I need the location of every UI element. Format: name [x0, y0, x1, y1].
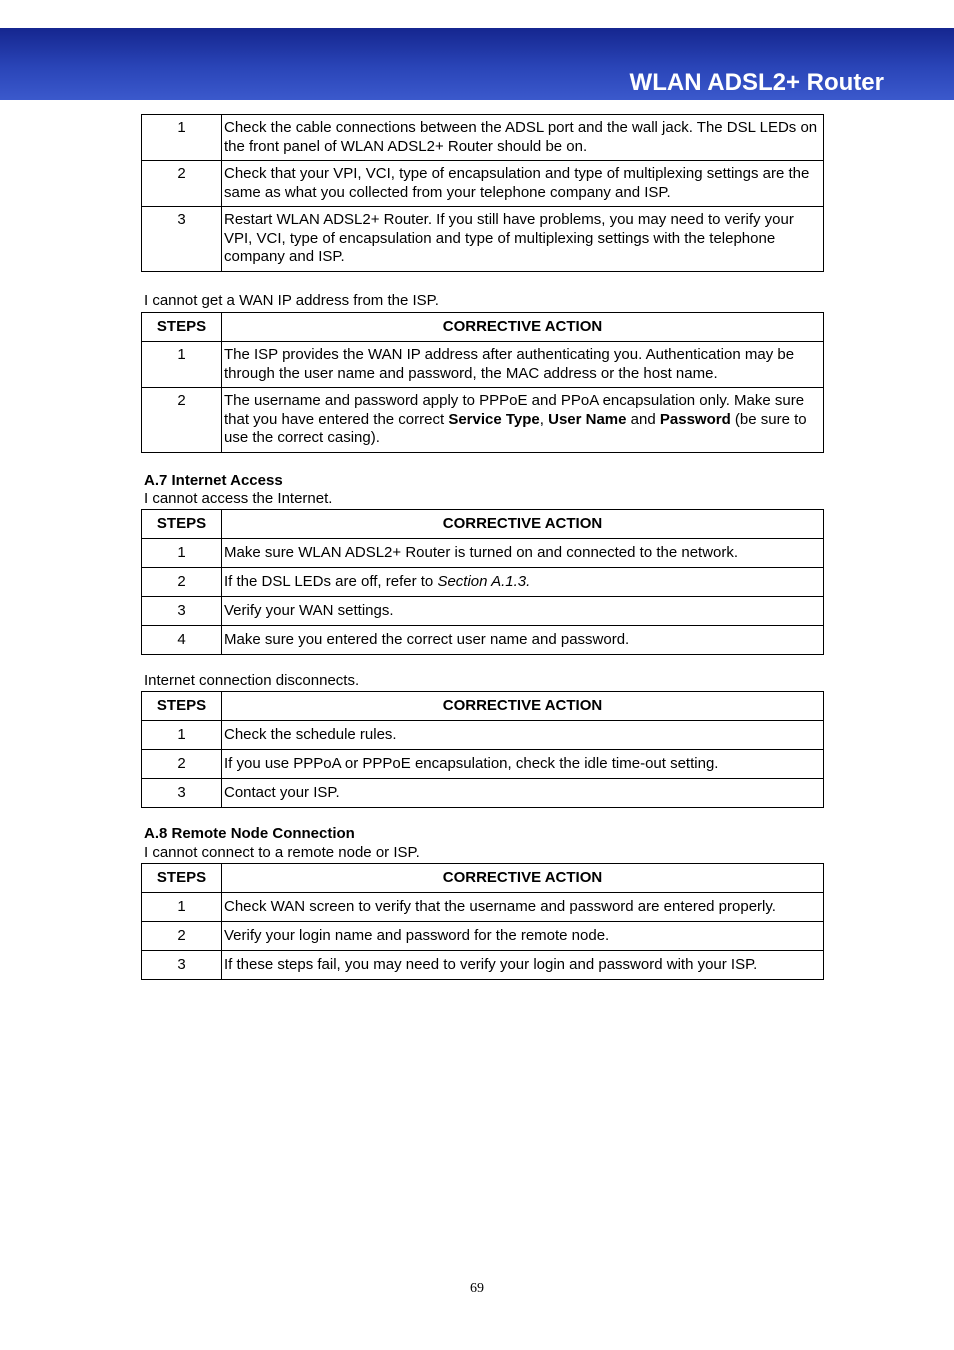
action-text: Make sure you entered the correct user name and password. [222, 626, 824, 655]
steps-header: STEPS [142, 864, 222, 893]
step-number: 2 [142, 568, 222, 597]
remote-node-table-wrap [141, 863, 823, 980]
action-text: The ISP provides the WAN IP address after authenticating you. Authentication may be through the user name and password, the MAC address or the host name. [222, 342, 824, 388]
user-name-term: User Name [548, 410, 627, 428]
service-type-term: Service Type [448, 410, 540, 428]
header-banner [0, 28, 954, 100]
table-header-row [142, 510, 824, 539]
corrective-action-header: CORRECTIVE ACTION [222, 510, 824, 539]
action-text: Check the cable connections between the ADSL port and the wall jack. The DSL LEDs on the front panel of WLAN ADSL2+ Router should be on. [222, 115, 824, 161]
page-header-title: WLAN ADSL2+ Router [629, 69, 884, 96]
action-text: Check WAN screen to verify that the username and password are entered properly. [222, 893, 824, 922]
disconnects-caption: Internet connection disconnects. [144, 672, 360, 689]
separator: and [626, 410, 660, 428]
table-row [142, 626, 824, 655]
disconnects-table-wrap [141, 691, 823, 808]
table-header-row [142, 313, 824, 342]
table-row [142, 779, 824, 808]
internet-access-caption: I cannot access the Internet. [144, 490, 333, 507]
step-number: 3 [142, 597, 222, 626]
action-text [222, 388, 824, 453]
action-text: Restart WLAN ADSL2+ Router. If you still have problems, you may need to verify your VPI, VCI, type of encapsulation and type of multiplexing settings with the telephone company and ISP. [222, 207, 824, 272]
action-text: If the DSL LEDs are off, refer to [224, 573, 438, 590]
remote-node-caption: I cannot connect to a remote node or ISP. [144, 844, 420, 861]
table-row [142, 207, 824, 272]
step-number: 1 [142, 342, 222, 388]
step-number: 4 [142, 626, 222, 655]
table-row [142, 388, 824, 453]
action-text: Verify your WAN settings. [222, 597, 824, 626]
action-text [222, 568, 824, 597]
steps-header: STEPS [142, 692, 222, 721]
step-number: 1 [142, 721, 222, 750]
password-term: Password [659, 410, 731, 428]
table-row [142, 539, 824, 568]
step-number: 3 [142, 951, 222, 980]
step-number: 3 [142, 779, 222, 808]
table-row [142, 922, 824, 951]
table-row [142, 161, 824, 207]
troubleshoot-table [141, 114, 824, 272]
corrective-action-header: CORRECTIVE ACTION [222, 692, 824, 721]
table-row [142, 893, 824, 922]
step-number: 3 [142, 207, 222, 272]
table-row [142, 568, 824, 597]
action-text: If these steps fail, you may need to verify your login and password with your ISP. [222, 951, 824, 980]
step-number: 2 [142, 750, 222, 779]
step-number: 2 [142, 388, 222, 453]
action-text-a: The username and password apply to PPPoE and PPoA encapsulation only. Make sure that you have entered the correct [224, 392, 805, 428]
table-row [142, 597, 824, 626]
action-text: Check that your VPI, VCI, type of encapsulation and type of multiplexing settings are the same as what you collected from your telephone company and ISP. [222, 161, 824, 207]
section-heading-a7: A.7 Internet Access [144, 472, 283, 489]
internet-access-table [141, 509, 824, 655]
action-text: Verify your login name and password for the remote node. [222, 922, 824, 951]
step-number: 1 [142, 115, 222, 161]
action-text: Make sure WLAN ADSL2+ Router is turned on and connected to the network. [222, 539, 824, 568]
table-row [142, 951, 824, 980]
action-text: Contact your ISP. [222, 779, 824, 808]
section-reference: Section A.1.3. [437, 573, 531, 590]
wan-ip-table [141, 312, 824, 453]
step-number: 1 [142, 893, 222, 922]
step-number: 1 [142, 539, 222, 568]
table-header-row [142, 864, 824, 893]
table-row [142, 721, 824, 750]
action-text: If you use PPPoA or PPPoE encapsulation, check the idle time-out setting. [222, 750, 824, 779]
section-heading-a8: A.8 Remote Node Connection [144, 825, 355, 842]
step-number: 2 [142, 922, 222, 951]
steps-header: STEPS [142, 313, 222, 342]
separator: , [539, 410, 549, 428]
internet-access-table-wrap [141, 509, 823, 655]
table-row [142, 115, 824, 161]
disconnects-table [141, 691, 824, 808]
corrective-action-header: CORRECTIVE ACTION [222, 313, 824, 342]
table-row [142, 750, 824, 779]
action-text: Check the schedule rules. [222, 721, 824, 750]
wan-ip-table-wrap [141, 312, 823, 453]
steps-header: STEPS [142, 510, 222, 539]
action-text-b: (be sure to use the correct casing). [224, 410, 807, 446]
remote-node-table [141, 863, 824, 980]
table-row [142, 342, 824, 388]
step-number: 2 [142, 161, 222, 207]
wan-ip-caption: I cannot get a WAN IP address from the ISP. [144, 292, 439, 309]
corrective-action-header: CORRECTIVE ACTION [222, 864, 824, 893]
table-header-row [142, 692, 824, 721]
table-continued [141, 114, 823, 272]
page-number: 69 [470, 1281, 484, 1296]
